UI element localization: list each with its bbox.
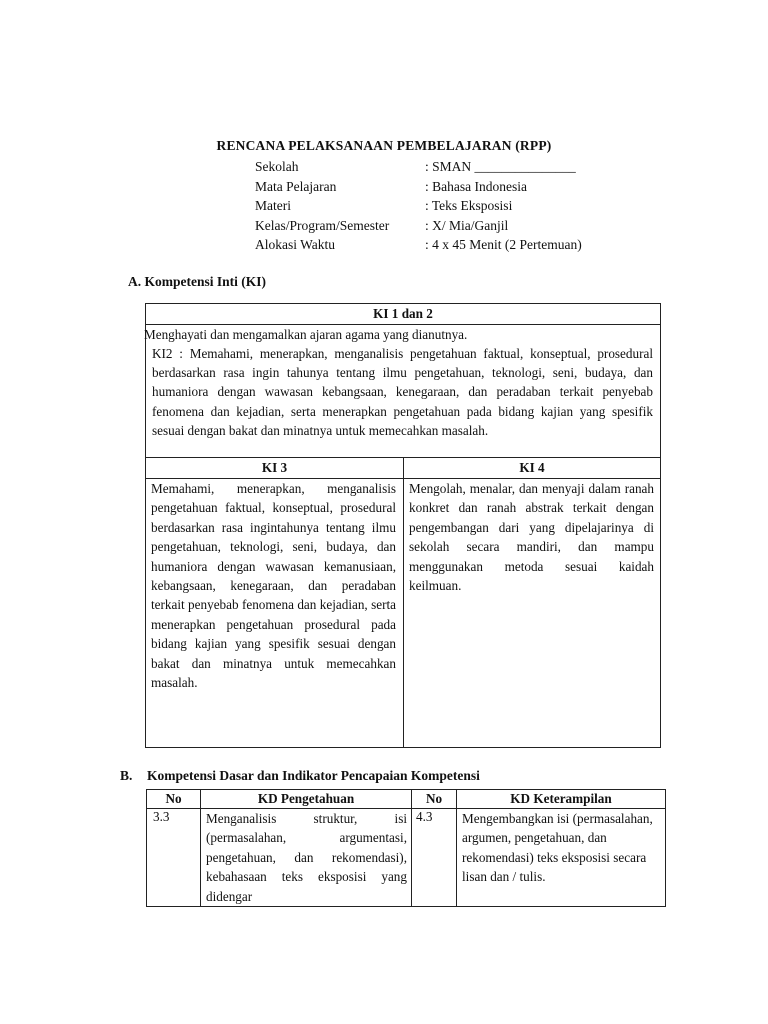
identity-value: : SMAN _______________ — [425, 159, 576, 174]
identity-value: : 4 x 45 Menit (2 Pertemuan) — [425, 237, 582, 252]
identity-label: Mata Pelajaran — [255, 178, 337, 194]
kd-header-no: No — [412, 790, 457, 809]
ki-table — [145, 303, 661, 748]
ki1-text: Menghayati dan mengamalkan ajaran agama yang dianutnya. — [144, 327, 468, 342]
identity-label: Materi — [255, 198, 291, 213]
kd-header-row — [147, 790, 666, 809]
ki3-text: Memahami, menerapkan, menganalisis pengetahuan faktual, konseptual, prosedural berdasarkan rasa ingintahunya tentang ilmu pengetahuan, teknologi, seni, budaya, dan humaniora dengan wawasan kemanusiaan, kebangsaan, kenegaraan, dan peradaban terkait penyebab fenomena dan kejadian, serta menerapkan pengetahuan prosedural pada bidang kajian yang spesifik sesuai dengan bakat dan minatnya untuk memecahkan masalah. — [151, 481, 396, 691]
ki12-header: KI 1 dan 2 — [146, 304, 661, 325]
identity-row — [255, 177, 655, 197]
identity-value: : Teks Eksposisi — [425, 198, 513, 213]
ki4-text: Mengolah, menalar, dan menyaji dalam ranah konkret dan ranah abstrak terkait dengan pengembangan dari yang dipelajarinya di sekolah secara mandiri, dan mampu menggunakan metoda sesuai kaidah keilmuan. — [409, 481, 654, 594]
kd-no-cell: 3.3 — [147, 809, 201, 907]
ki3-cell — [146, 479, 404, 748]
kd-table — [146, 789, 666, 907]
identity-row — [255, 216, 655, 236]
kd-header-no: No — [147, 790, 201, 809]
identity-block — [255, 157, 655, 255]
section-a-heading: A. Kompetensi Inti (KI) — [128, 274, 266, 289]
identity-value: : X/ Mia/Ganjil — [425, 217, 509, 233]
kd-no-cell: 4.3 — [412, 809, 457, 907]
identity-row — [255, 196, 655, 216]
kd-keterampilan-cell — [457, 809, 666, 907]
ki3-header: KI 3 — [146, 458, 404, 479]
section-b-letter: B. — [120, 768, 133, 783]
identity-row — [255, 235, 655, 255]
document-title: RENCANA PELAKSANAAN PEMBELAJARAN (RPP) — [216, 138, 552, 153]
identity-label: Sekolah — [255, 159, 299, 174]
ki12-cell — [146, 325, 661, 458]
identity-label: Alokasi Waktu — [255, 237, 336, 252]
kd-pengetahuan-cell — [201, 809, 412, 907]
ki4-cell — [404, 479, 661, 748]
identity-value: : Bahasa Indonesia — [425, 178, 527, 194]
kd-pengetahuan-text: Menganalisis struktur, isi (permasalahan, argumentasi, pengetahuan, dan rekomendasi), kebahasaan teks eksposisi yang didengar — [206, 811, 407, 904]
section-b-heading: Kompetensi Dasar dan Indikator Pencapaian Kompetensi — [147, 768, 480, 783]
kd-header-keterampilan: KD Keterampilan — [457, 790, 666, 809]
ki2-text: KI2 : Memahami, menerapkan, menganalisis pengetahuan faktual, konseptual, prosedural berdasarkan rasa ingin tahunya tentang ilmu pengetahuan, teknologi, seni, budaya, dan humaniora dengan wawasan kebangsaan, kenegaraan, dan peradaban terkait penyebab fenomena dan kejadian, serta menerapkan pengetahuan pada bidang kajian yang spesifik sesuai dengan bakat dan minatnya untuk memecahkan masalah. — [152, 346, 653, 438]
kd-keterampilan-text: Mengembangkan isi (permasalahan, argumen, pengetahuan, dan rekomendasi) teks eksposisi secara lisan dan / tulis. — [462, 811, 653, 885]
identity-label: Kelas/Program/Semester — [255, 217, 390, 233]
identity-row — [255, 157, 655, 177]
ki4-header: KI 4 — [404, 458, 661, 479]
kd-row — [147, 809, 666, 907]
kd-header-pengetahuan: KD Pengetahuan — [201, 790, 412, 809]
